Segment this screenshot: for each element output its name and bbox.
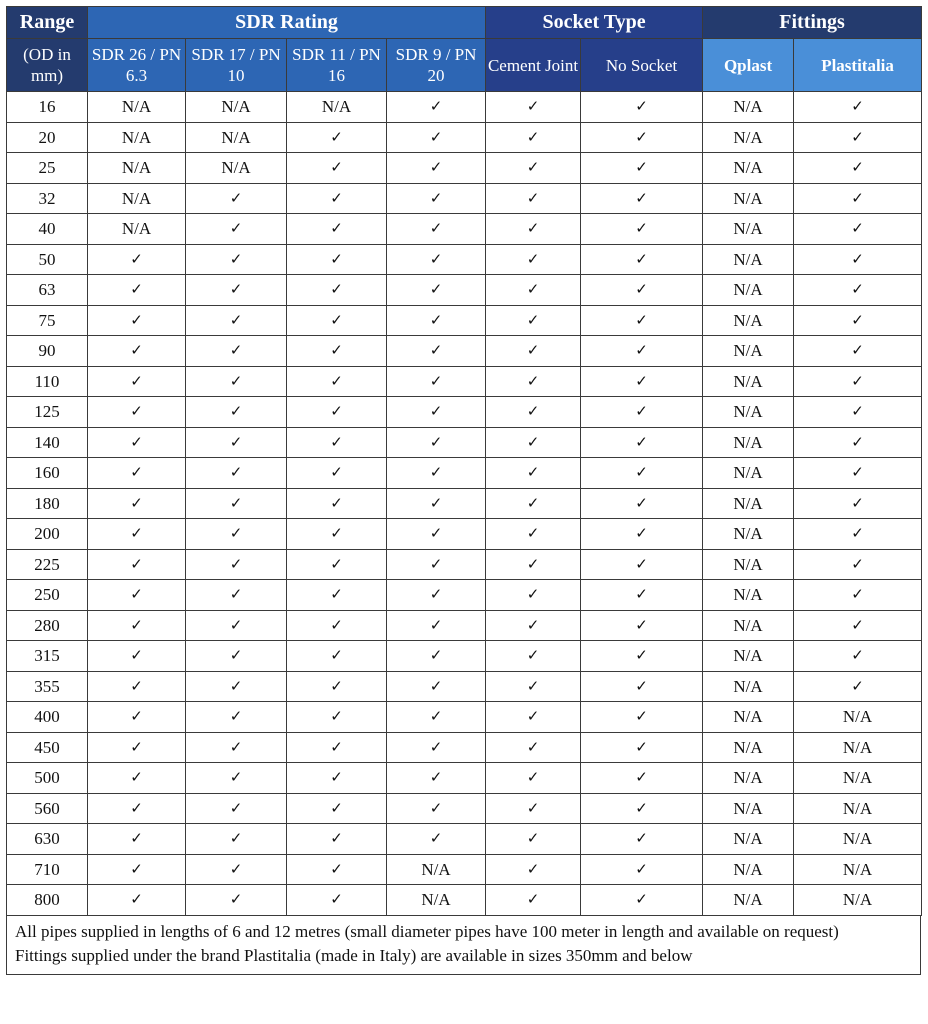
- sdr26-cell: ✓: [88, 702, 186, 733]
- sdr26-cell: ✓: [88, 336, 186, 367]
- sdr9-cell: ✓: [387, 702, 486, 733]
- sdr17-cell: ✓: [186, 244, 287, 275]
- qplast-cell: N/A: [703, 580, 794, 611]
- range-cell: 355: [7, 671, 88, 702]
- table-row: [7, 702, 922, 733]
- cement-joint-cell: ✓: [486, 275, 581, 306]
- cement-joint-cell: ✓: [486, 549, 581, 580]
- range-cell: 800: [7, 885, 88, 916]
- sdr26-cell: ✓: [88, 427, 186, 458]
- sdr17-cell: ✓: [186, 214, 287, 245]
- qplast-cell: N/A: [703, 824, 794, 855]
- sdr11-cell: ✓: [287, 488, 387, 519]
- no-socket-cell: ✓: [581, 305, 703, 336]
- sdr9-cell: ✓: [387, 397, 486, 428]
- sdr11-cell: ✓: [287, 519, 387, 550]
- sdr9-cell: ✓: [387, 610, 486, 641]
- plastitalia-cell: N/A: [794, 732, 922, 763]
- qplast-cell: N/A: [703, 92, 794, 123]
- sdr11-cell: ✓: [287, 275, 387, 306]
- sdr26-cell: N/A: [88, 214, 186, 245]
- table-row: [7, 214, 922, 245]
- range-cell: 500: [7, 763, 88, 794]
- range-cell: 225: [7, 549, 88, 580]
- sdr26-cell: ✓: [88, 305, 186, 336]
- cement-joint-cell: ✓: [486, 92, 581, 123]
- no-socket-cell: ✓: [581, 549, 703, 580]
- table-row: [7, 92, 922, 123]
- range-cell: 630: [7, 824, 88, 855]
- no-socket-cell: ✓: [581, 854, 703, 885]
- range-cell: 450: [7, 732, 88, 763]
- no-socket-cell: ✓: [581, 458, 703, 489]
- no-socket-cell: ✓: [581, 397, 703, 428]
- table-row: [7, 641, 922, 672]
- sdr9-cell: ✓: [387, 641, 486, 672]
- sdr11-cell: ✓: [287, 610, 387, 641]
- sdr11-cell: ✓: [287, 580, 387, 611]
- sdr17-cell: ✓: [186, 427, 287, 458]
- range-cell: 400: [7, 702, 88, 733]
- table-row: [7, 305, 922, 336]
- pipe-spec-document: [6, 6, 921, 975]
- table-row: [7, 885, 922, 916]
- sdr17-cell: ✓: [186, 336, 287, 367]
- sdr9-cell: ✓: [387, 305, 486, 336]
- plastitalia-cell: ✓: [794, 549, 922, 580]
- qplast-cell: N/A: [703, 397, 794, 428]
- table-row: [7, 488, 922, 519]
- sdr17-cell: ✓: [186, 671, 287, 702]
- no-socket-cell: ✓: [581, 336, 703, 367]
- table-row: [7, 122, 922, 153]
- qplast-cell: N/A: [703, 488, 794, 519]
- sdr17-cell: ✓: [186, 366, 287, 397]
- no-socket-cell: ✓: [581, 610, 703, 641]
- sdr-rating-header: SDR Rating: [88, 7, 486, 39]
- plastitalia-cell: N/A: [794, 702, 922, 733]
- no-socket-cell: ✓: [581, 366, 703, 397]
- sdr17-cell: ✓: [186, 824, 287, 855]
- cement-joint-cell: ✓: [486, 458, 581, 489]
- sdr11-header: SDR 11 / PN 16: [287, 39, 387, 92]
- sdr9-cell: ✓: [387, 183, 486, 214]
- sdr26-cell: ✓: [88, 397, 186, 428]
- sdr11-cell: ✓: [287, 671, 387, 702]
- qplast-cell: N/A: [703, 671, 794, 702]
- range-cell: 90: [7, 336, 88, 367]
- range-cell: 25: [7, 153, 88, 184]
- range-cell: 180: [7, 488, 88, 519]
- sdr11-cell: N/A: [287, 92, 387, 123]
- sdr9-cell: ✓: [387, 458, 486, 489]
- sdr26-cell: ✓: [88, 885, 186, 916]
- table-row: [7, 336, 922, 367]
- table-row: [7, 671, 922, 702]
- range-cell: 280: [7, 610, 88, 641]
- cement-joint-cell: ✓: [486, 702, 581, 733]
- qplast-cell: N/A: [703, 610, 794, 641]
- sdr9-cell: N/A: [387, 885, 486, 916]
- cement-joint-cell: ✓: [486, 214, 581, 245]
- plastitalia-cell: N/A: [794, 885, 922, 916]
- sdr17-cell: ✓: [186, 732, 287, 763]
- sdr11-cell: ✓: [287, 305, 387, 336]
- sdr26-header: SDR 26 / PN 6.3: [88, 39, 186, 92]
- sdr11-cell: ✓: [287, 214, 387, 245]
- range-cell: 16: [7, 92, 88, 123]
- sdr26-cell: ✓: [88, 549, 186, 580]
- range-header: Range: [7, 7, 88, 39]
- sdr26-cell: ✓: [88, 244, 186, 275]
- sdr9-cell: ✓: [387, 214, 486, 245]
- sdr9-cell: ✓: [387, 793, 486, 824]
- cement-joint-cell: ✓: [486, 824, 581, 855]
- plastitalia-cell: ✓: [794, 519, 922, 550]
- range-cell: 560: [7, 793, 88, 824]
- plastitalia-cell: N/A: [794, 793, 922, 824]
- no-socket-cell: ✓: [581, 519, 703, 550]
- table-row: [7, 580, 922, 611]
- sdr9-cell: ✓: [387, 671, 486, 702]
- fittings-header: Fittings: [703, 7, 922, 39]
- qplast-cell: N/A: [703, 519, 794, 550]
- no-socket-cell: ✓: [581, 793, 703, 824]
- qplast-cell: N/A: [703, 641, 794, 672]
- sdr26-cell: ✓: [88, 824, 186, 855]
- plastitalia-cell: N/A: [794, 763, 922, 794]
- no-socket-cell: ✓: [581, 92, 703, 123]
- qplast-cell: N/A: [703, 458, 794, 489]
- range-cell: 63: [7, 275, 88, 306]
- no-socket-cell: ✓: [581, 427, 703, 458]
- qplast-cell: N/A: [703, 549, 794, 580]
- cement-joint-cell: ✓: [486, 763, 581, 794]
- note-fittings: Fittings supplied under the brand Plastitalia (made in Italy) are available in sizes 350mm and below: [15, 945, 693, 965]
- sdr26-cell: ✓: [88, 641, 186, 672]
- sdr11-cell: ✓: [287, 427, 387, 458]
- pipe-spec-table: [6, 6, 922, 916]
- range-unit-header: (OD in mm): [7, 39, 88, 92]
- sdr26-cell: ✓: [88, 580, 186, 611]
- cement-joint-cell: ✓: [486, 366, 581, 397]
- range-cell: 140: [7, 427, 88, 458]
- cement-joint-cell: ✓: [486, 732, 581, 763]
- sdr9-cell: N/A: [387, 854, 486, 885]
- sdr11-cell: ✓: [287, 824, 387, 855]
- sdr26-cell: ✓: [88, 763, 186, 794]
- sdr17-cell: ✓: [186, 610, 287, 641]
- sdr9-header: SDR 9 / PN 20: [387, 39, 486, 92]
- sdr17-cell: ✓: [186, 641, 287, 672]
- cement-joint-header: Cement Joint: [486, 39, 581, 92]
- qplast-cell: N/A: [703, 305, 794, 336]
- plastitalia-cell: ✓: [794, 488, 922, 519]
- cement-joint-cell: ✓: [486, 885, 581, 916]
- sdr9-cell: ✓: [387, 275, 486, 306]
- sdr26-cell: N/A: [88, 153, 186, 184]
- plastitalia-cell: ✓: [794, 305, 922, 336]
- plastitalia-cell: ✓: [794, 610, 922, 641]
- sdr11-cell: ✓: [287, 366, 387, 397]
- range-cell: 125: [7, 397, 88, 428]
- sdr17-cell: ✓: [186, 183, 287, 214]
- cement-joint-cell: ✓: [486, 580, 581, 611]
- sdr17-cell: ✓: [186, 458, 287, 489]
- qplast-cell: N/A: [703, 183, 794, 214]
- table-row: [7, 610, 922, 641]
- sdr11-cell: ✓: [287, 336, 387, 367]
- plastitalia-cell: N/A: [794, 854, 922, 885]
- range-cell: 32: [7, 183, 88, 214]
- range-cell: 20: [7, 122, 88, 153]
- range-cell: 110: [7, 366, 88, 397]
- sdr17-cell: ✓: [186, 275, 287, 306]
- sdr11-cell: ✓: [287, 854, 387, 885]
- cement-joint-cell: ✓: [486, 519, 581, 550]
- socket-type-header: Socket Type: [486, 7, 703, 39]
- table-row: [7, 854, 922, 885]
- sdr9-cell: ✓: [387, 153, 486, 184]
- sdr11-cell: ✓: [287, 793, 387, 824]
- plastitalia-cell: ✓: [794, 427, 922, 458]
- sdr11-cell: ✓: [287, 122, 387, 153]
- qplast-cell: N/A: [703, 885, 794, 916]
- no-socket-header: No Socket: [581, 39, 703, 92]
- no-socket-cell: ✓: [581, 580, 703, 611]
- no-socket-cell: ✓: [581, 885, 703, 916]
- table-row: [7, 153, 922, 184]
- qplast-cell: N/A: [703, 214, 794, 245]
- no-socket-cell: ✓: [581, 153, 703, 184]
- plastitalia-cell: ✓: [794, 214, 922, 245]
- sdr17-cell: ✓: [186, 854, 287, 885]
- sdr11-cell: ✓: [287, 702, 387, 733]
- sdr26-cell: ✓: [88, 458, 186, 489]
- sdr17-cell: ✓: [186, 793, 287, 824]
- sdr11-cell: ✓: [287, 641, 387, 672]
- range-cell: 710: [7, 854, 88, 885]
- no-socket-cell: ✓: [581, 763, 703, 794]
- cement-joint-cell: ✓: [486, 244, 581, 275]
- plastitalia-cell: ✓: [794, 153, 922, 184]
- table-row: [7, 763, 922, 794]
- sdr11-cell: ✓: [287, 763, 387, 794]
- sdr17-cell: ✓: [186, 305, 287, 336]
- sdr11-cell: ✓: [287, 397, 387, 428]
- no-socket-cell: ✓: [581, 275, 703, 306]
- sdr26-cell: ✓: [88, 275, 186, 306]
- plastitalia-cell: ✓: [794, 458, 922, 489]
- no-socket-cell: ✓: [581, 122, 703, 153]
- sdr26-cell: ✓: [88, 488, 186, 519]
- no-socket-cell: ✓: [581, 732, 703, 763]
- table-row: [7, 244, 922, 275]
- sdr9-cell: ✓: [387, 732, 486, 763]
- sdr9-cell: ✓: [387, 824, 486, 855]
- sdr11-cell: ✓: [287, 458, 387, 489]
- range-cell: 40: [7, 214, 88, 245]
- sdr9-cell: ✓: [387, 580, 486, 611]
- sdr9-cell: ✓: [387, 244, 486, 275]
- sdr11-cell: ✓: [287, 183, 387, 214]
- cement-joint-cell: ✓: [486, 183, 581, 214]
- plastitalia-header: Plastitalia: [794, 39, 922, 92]
- cement-joint-cell: ✓: [486, 305, 581, 336]
- no-socket-cell: ✓: [581, 183, 703, 214]
- no-socket-cell: ✓: [581, 702, 703, 733]
- cement-joint-cell: ✓: [486, 671, 581, 702]
- sdr17-cell: ✓: [186, 763, 287, 794]
- plastitalia-cell: ✓: [794, 183, 922, 214]
- qplast-cell: N/A: [703, 793, 794, 824]
- qplast-cell: N/A: [703, 336, 794, 367]
- sdr9-cell: ✓: [387, 763, 486, 794]
- qplast-cell: N/A: [703, 702, 794, 733]
- sdr17-cell: N/A: [186, 92, 287, 123]
- plastitalia-cell: ✓: [794, 397, 922, 428]
- sdr17-cell: N/A: [186, 122, 287, 153]
- sdr26-cell: N/A: [88, 183, 186, 214]
- sdr9-cell: ✓: [387, 92, 486, 123]
- cement-joint-cell: ✓: [486, 336, 581, 367]
- table-row: [7, 732, 922, 763]
- plastitalia-cell: ✓: [794, 671, 922, 702]
- table-row: [7, 824, 922, 855]
- table-row: [7, 275, 922, 306]
- cement-joint-cell: ✓: [486, 122, 581, 153]
- plastitalia-cell: ✓: [794, 366, 922, 397]
- plastitalia-cell: ✓: [794, 641, 922, 672]
- sdr9-cell: ✓: [387, 488, 486, 519]
- cement-joint-cell: ✓: [486, 153, 581, 184]
- sdr11-cell: ✓: [287, 732, 387, 763]
- cement-joint-cell: ✓: [486, 854, 581, 885]
- sdr9-cell: ✓: [387, 366, 486, 397]
- table-row: [7, 549, 922, 580]
- no-socket-cell: ✓: [581, 824, 703, 855]
- note-lengths: All pipes supplied in lengths of 6 and 12 metres (small diameter pipes have 100 meter in length and available on request): [15, 921, 839, 941]
- qplast-cell: N/A: [703, 153, 794, 184]
- sdr9-cell: ✓: [387, 427, 486, 458]
- range-cell: 315: [7, 641, 88, 672]
- qplast-cell: N/A: [703, 275, 794, 306]
- sdr9-cell: ✓: [387, 549, 486, 580]
- sdr17-cell: N/A: [186, 153, 287, 184]
- plastitalia-cell: ✓: [794, 336, 922, 367]
- table-row: [7, 519, 922, 550]
- sdr26-cell: ✓: [88, 854, 186, 885]
- table-row: [7, 183, 922, 214]
- cement-joint-cell: ✓: [486, 427, 581, 458]
- no-socket-cell: ✓: [581, 244, 703, 275]
- table-row: [7, 458, 922, 489]
- sdr17-cell: ✓: [186, 702, 287, 733]
- sdr11-cell: ✓: [287, 153, 387, 184]
- no-socket-cell: ✓: [581, 641, 703, 672]
- sdr9-cell: ✓: [387, 519, 486, 550]
- qplast-cell: N/A: [703, 122, 794, 153]
- qplast-cell: N/A: [703, 854, 794, 885]
- sdr26-cell: ✓: [88, 793, 186, 824]
- sdr17-header: SDR 17 / PN 10: [186, 39, 287, 92]
- no-socket-cell: ✓: [581, 488, 703, 519]
- plastitalia-cell: N/A: [794, 824, 922, 855]
- qplast-cell: N/A: [703, 427, 794, 458]
- sdr26-cell: ✓: [88, 519, 186, 550]
- range-cell: 160: [7, 458, 88, 489]
- sdr26-cell: ✓: [88, 610, 186, 641]
- sdr17-cell: ✓: [186, 519, 287, 550]
- range-cell: 75: [7, 305, 88, 336]
- cement-joint-cell: ✓: [486, 397, 581, 428]
- qplast-cell: N/A: [703, 244, 794, 275]
- sdr11-cell: ✓: [287, 885, 387, 916]
- no-socket-cell: ✓: [581, 214, 703, 245]
- sdr11-cell: ✓: [287, 244, 387, 275]
- qplast-cell: N/A: [703, 366, 794, 397]
- plastitalia-cell: ✓: [794, 92, 922, 123]
- range-cell: 50: [7, 244, 88, 275]
- plastitalia-cell: ✓: [794, 580, 922, 611]
- table-row: [7, 397, 922, 428]
- cement-joint-cell: ✓: [486, 610, 581, 641]
- sdr17-cell: ✓: [186, 580, 287, 611]
- qplast-cell: N/A: [703, 763, 794, 794]
- sdr26-cell: N/A: [88, 122, 186, 153]
- table-row: [7, 366, 922, 397]
- cement-joint-cell: ✓: [486, 641, 581, 672]
- sdr17-cell: ✓: [186, 549, 287, 580]
- sdr17-cell: ✓: [186, 885, 287, 916]
- table-row: [7, 427, 922, 458]
- no-socket-cell: ✓: [581, 671, 703, 702]
- table-row: [7, 793, 922, 824]
- sdr26-cell: N/A: [88, 92, 186, 123]
- sdr9-cell: ✓: [387, 336, 486, 367]
- notes-box: [6, 916, 921, 975]
- plastitalia-cell: ✓: [794, 122, 922, 153]
- table-body: [7, 92, 922, 916]
- qplast-cell: N/A: [703, 732, 794, 763]
- sdr17-cell: ✓: [186, 488, 287, 519]
- cement-joint-cell: ✓: [486, 793, 581, 824]
- sdr11-cell: ✓: [287, 549, 387, 580]
- range-cell: 200: [7, 519, 88, 550]
- range-cell: 250: [7, 580, 88, 611]
- sdr26-cell: ✓: [88, 671, 186, 702]
- sdr17-cell: ✓: [186, 397, 287, 428]
- sdr26-cell: ✓: [88, 366, 186, 397]
- sdr9-cell: ✓: [387, 122, 486, 153]
- cement-joint-cell: ✓: [486, 488, 581, 519]
- plastitalia-cell: ✓: [794, 275, 922, 306]
- qplast-header: Qplast: [703, 39, 794, 92]
- sdr26-cell: ✓: [88, 732, 186, 763]
- plastitalia-cell: ✓: [794, 244, 922, 275]
